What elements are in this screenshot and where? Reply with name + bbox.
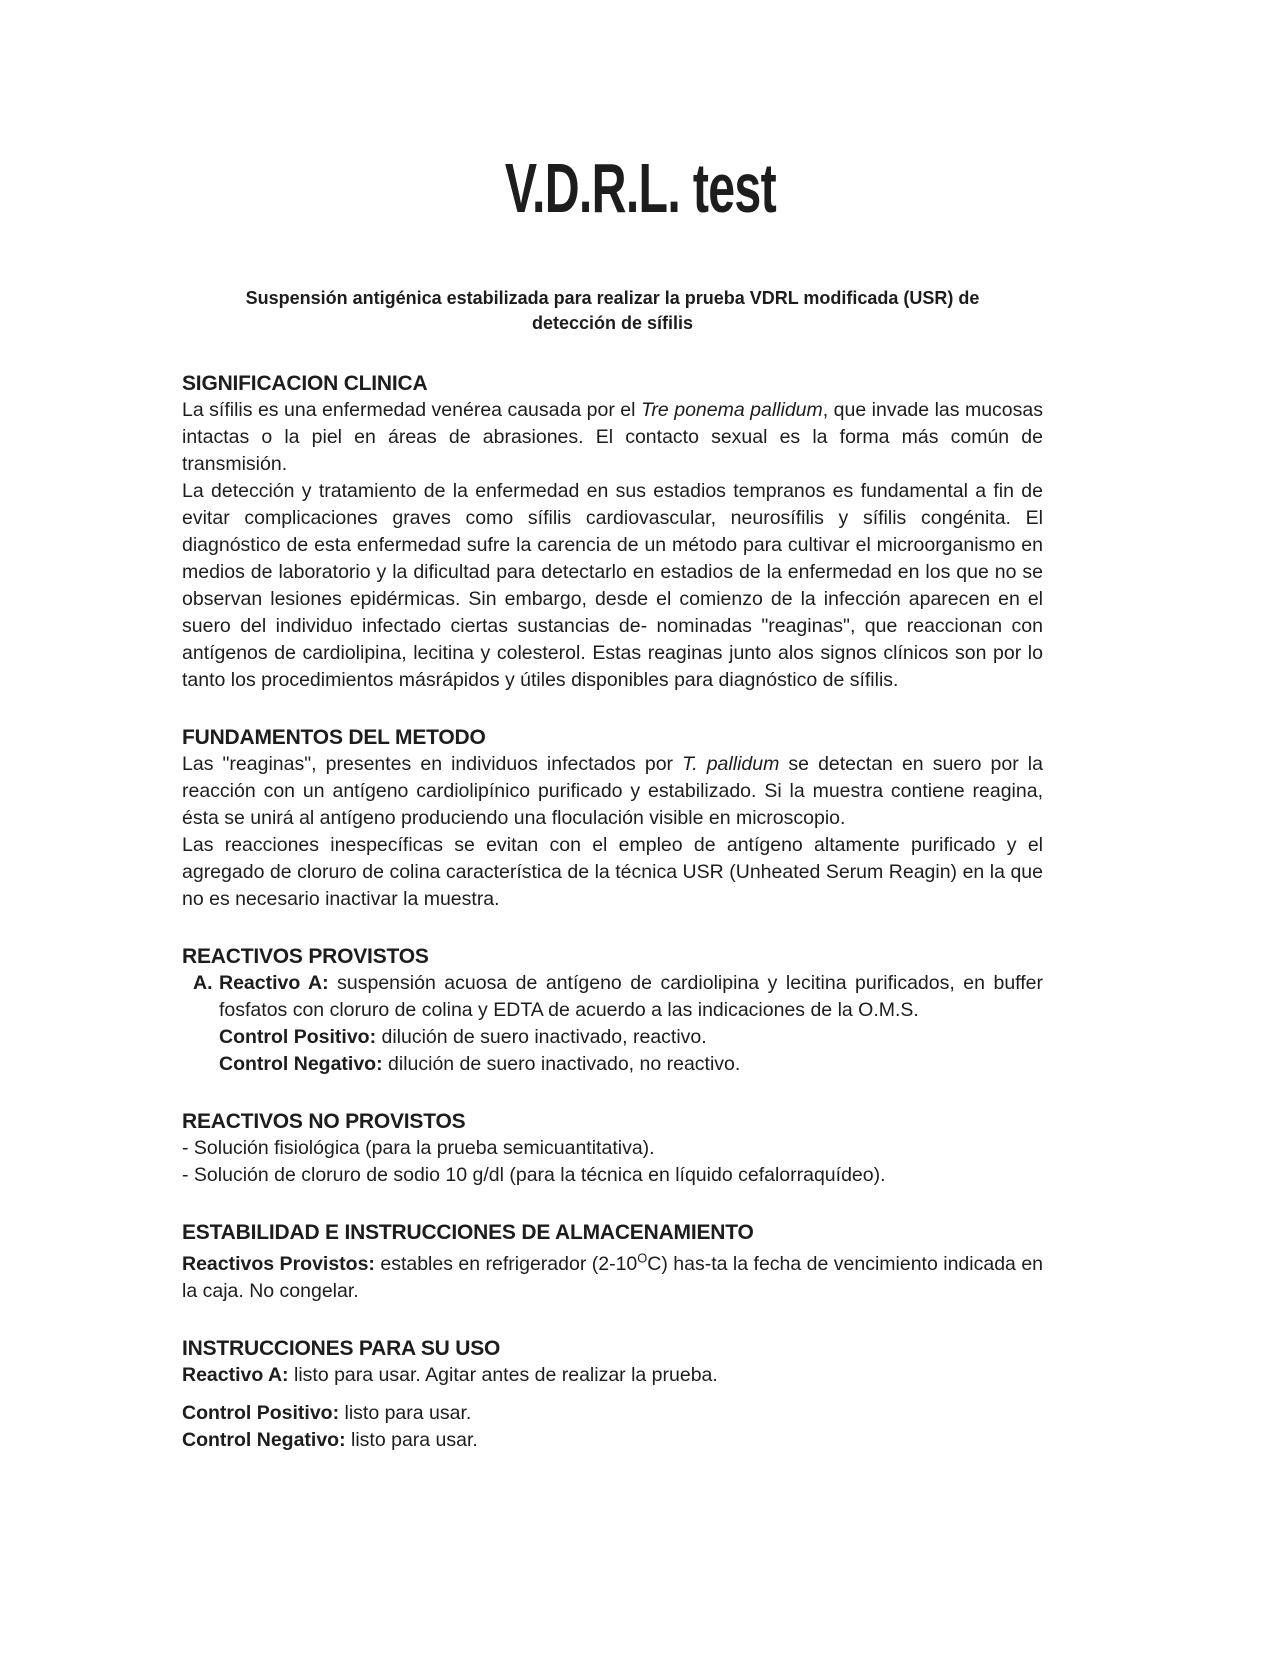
section-instrucciones-uso bbox=[182, 1335, 1043, 1454]
list-item-reactivo-a bbox=[182, 970, 1043, 1078]
control-positivo-line: Control Positivo: dilución de suero inactivado, reactivo. bbox=[219, 1026, 707, 1048]
paragraph: Reactivos Provistos: estables en refrigerador $(2-10^OC)$ has-ta la fecha de vencimiento indicada en la caja. No congelar. bbox=[182, 1250, 1044, 1302]
section-heading-estabilidad-almacenamiento: ESTABILIDAD E INSTRUCCIONES DE ALMACENAMIENTO bbox=[182, 1221, 754, 1244]
paragraph: Las reacciones inespecíficas se evitan con el empleo de antígeno altamente purificado y el agregado de cloruro de colina característica de la técnica USR (Unheated Serum Reagin) en la que no es necesario inactivar la muestra. bbox=[182, 834, 1043, 910]
paragraph: Reactivo A: listo para usar. Agitar antes de realizar la prueba. bbox=[182, 1364, 718, 1386]
subtitle-line-1: Suspensión antigénica estabilizada para realizar la prueba VDRL modificada (USR) de bbox=[245, 288, 980, 308]
section-heading-instrucciones-uso: INSTRUCCIONES PARA SU USO bbox=[182, 1337, 501, 1360]
section-reactivos-provistos bbox=[182, 943, 1043, 1078]
page-title: V.D.R.L. test bbox=[504, 149, 776, 227]
control-positivo-line: Control Positivo: listo para usar. bbox=[182, 1402, 472, 1424]
subtitle-line-2: detección de sífilis bbox=[531, 313, 694, 333]
paragraph: La detección y tratamiento de la enfermedad en sus estadios tempranos es fundamental a fin de evitar complicaciones graves como sífilis cardiovascular, neurosífilis y sífilis congénita. El diagnóstico de esta enfermedad sufre la carencia de un método para cultivar el microorganismo en medios de laboratorio y la dificultad para detectarlo en estadios de la enfermedad en los que no se observan lesiones epidérmicas. Sin embargo, desde el comienzo de la infección aparecen en el suero del individuo infectado ciertas sustancias de- nominadas "reaginas", que reaccionan con antígenos de cardiolipina, lecitina y colesterol. Estas reaginas junto alos signos clínicos son por lo tanto los procedimientos másrápidos y útiles disponibles para diagnóstico de sífilis. bbox=[182, 480, 1043, 691]
bullet-line: - Solución de cloruro de sodio 10 g/dl (para la técnica en líquido cefalorraquídeo). bbox=[182, 1164, 886, 1186]
section-heading-significacion-clinica: SIGNIFICACION CLINICA bbox=[182, 372, 428, 395]
section-heading-reactivos-no-provistos: REACTIVOS NO PROVISTOS bbox=[182, 1110, 466, 1133]
control-negativo-line: Control Negativo: dilución de suero inactivado, no reactivo. bbox=[219, 1053, 741, 1075]
section-heading-reactivos-provistos: REACTIVOS PROVISTOS bbox=[182, 945, 429, 968]
section-significacion-clinica bbox=[182, 370, 1043, 694]
section-estabilidad-almacenamiento bbox=[182, 1219, 1043, 1305]
section-reactivos-no-provistos bbox=[182, 1108, 1043, 1189]
control-negativo-line: Control Negativo: listo para usar. bbox=[182, 1429, 478, 1451]
paragraph: Las "reaginas", presentes en individuos infectados por T. pallidum se detectan en suero por la reacción con un antígeno cardiolipínico purificado y estabilizado. Si la muestra contiene reagina, ésta se unirá al antígeno produciendo una floculación visible en microscopio. bbox=[182, 753, 1043, 829]
bullet-line: - Solución fisiológica (para la prueba semicuantitativa). bbox=[182, 1137, 655, 1159]
list-marker: A. bbox=[193, 972, 213, 994]
document-content bbox=[0, 286, 1280, 1454]
subtitle bbox=[182, 286, 1043, 336]
paragraph: Reactivo A: suspensión acuosa de antígeno de cardiolipina y lecitina purificados, en buffer fosfatos con cloruro de colina y EDTA de acuerdo a las indicaciones de la O.M.S. bbox=[219, 972, 1043, 1021]
title-block bbox=[0, 150, 1280, 226]
section-fundamentos-del-metodo bbox=[182, 724, 1043, 913]
section-heading-fundamentos-del-metodo: FUNDAMENTOS DEL METODO bbox=[182, 726, 486, 749]
paragraph: La sífilis es una enfermedad venérea causada por el Tre ponema pallidum, que invade las mucosas intactas o la piel en áreas de abrasiones. El contacto sexual es la forma más común de transmisión. bbox=[182, 399, 1044, 475]
